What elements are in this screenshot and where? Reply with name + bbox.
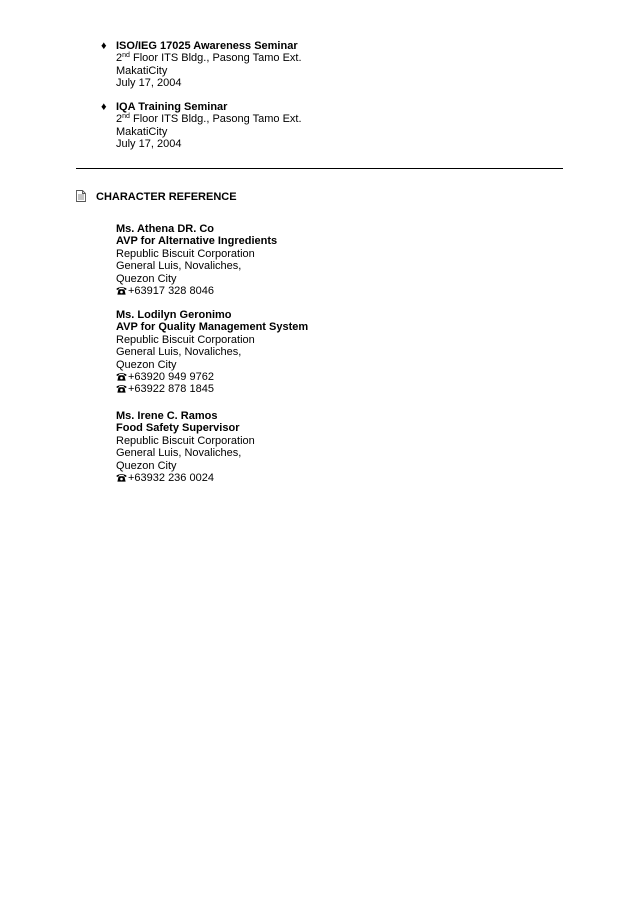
phone-number: +63917 328 8046 [128, 285, 214, 298]
reference-address-line: General Luis, Novaliches, [116, 447, 242, 460]
seminar-city: MakatiCity [116, 64, 168, 77]
telephone-icon [116, 384, 127, 393]
phone-number: +63922 878 1845 [128, 383, 214, 396]
reference-address-city: Quezon City [116, 272, 177, 285]
seminar-title: ISO/IEG 17025 Awareness Seminar [116, 40, 298, 52]
reference-name: Ms. Irene C. Ramos [116, 410, 218, 422]
seminar-date: July 17, 2004 [116, 138, 182, 151]
address-rest: Floor ITS Bldg., Pasong Tamo Ext. [129, 52, 302, 65]
telephone-icon [116, 473, 127, 482]
reference-entry [116, 410, 255, 484]
section-divider [76, 168, 563, 169]
seminar-title: IQA Training Seminar [116, 101, 228, 113]
address-rest: Floor ITS Bldg., Pasong Tamo Ext. [129, 113, 302, 126]
ordinal-suffix: nd [122, 113, 130, 121]
reference-name: Ms. Lodilyn Geronimo [116, 309, 232, 321]
seminar-city: MakatiCity [116, 125, 168, 138]
document-icon [76, 190, 86, 202]
reference-phone [116, 371, 308, 383]
diamond-bullet-icon: ♦ [101, 40, 107, 52]
seminar-details [116, 40, 302, 90]
reference-address-line: General Luis, Novaliches, [116, 260, 242, 273]
seminar-date: July 17, 2004 [116, 77, 182, 90]
reference-position: Food Safety Supervisor [116, 422, 240, 435]
floor-number: 2 [116, 52, 123, 65]
telephone-icon [116, 286, 127, 295]
reference-company: Republic Biscuit Corporation [116, 247, 255, 260]
reference-company: Republic Biscuit Corporation [116, 333, 255, 346]
reference-name: Ms. Athena DR. Co [116, 223, 214, 235]
phone-number: +63920 949 9762 [128, 371, 214, 384]
ordinal-suffix: nd [122, 52, 130, 60]
section-heading: CHARACTER REFERENCE [96, 191, 237, 203]
reference-phone [116, 285, 277, 297]
phone-number: +63932 236 0024 [128, 472, 214, 485]
seminar-address [116, 52, 302, 64]
telephone-icon [116, 372, 127, 381]
reference-phone [116, 383, 308, 395]
reference-position: AVP for Alternative Ingredients [116, 235, 278, 248]
reference-phone [116, 472, 255, 484]
reference-address-city: Quezon City [116, 459, 177, 472]
floor-number: 2 [116, 113, 123, 126]
reference-company: Republic Biscuit Corporation [116, 434, 255, 447]
reference-address-city: Quezon City [116, 358, 177, 371]
reference-address-line: General Luis, Novaliches, [116, 346, 242, 359]
seminar-address [116, 113, 302, 125]
reference-entry [116, 223, 277, 297]
seminar-details [116, 101, 302, 151]
diamond-bullet-icon: ♦ [101, 101, 107, 113]
reference-position: AVP for Quality Management System [116, 321, 309, 334]
reference-entry [116, 309, 308, 396]
